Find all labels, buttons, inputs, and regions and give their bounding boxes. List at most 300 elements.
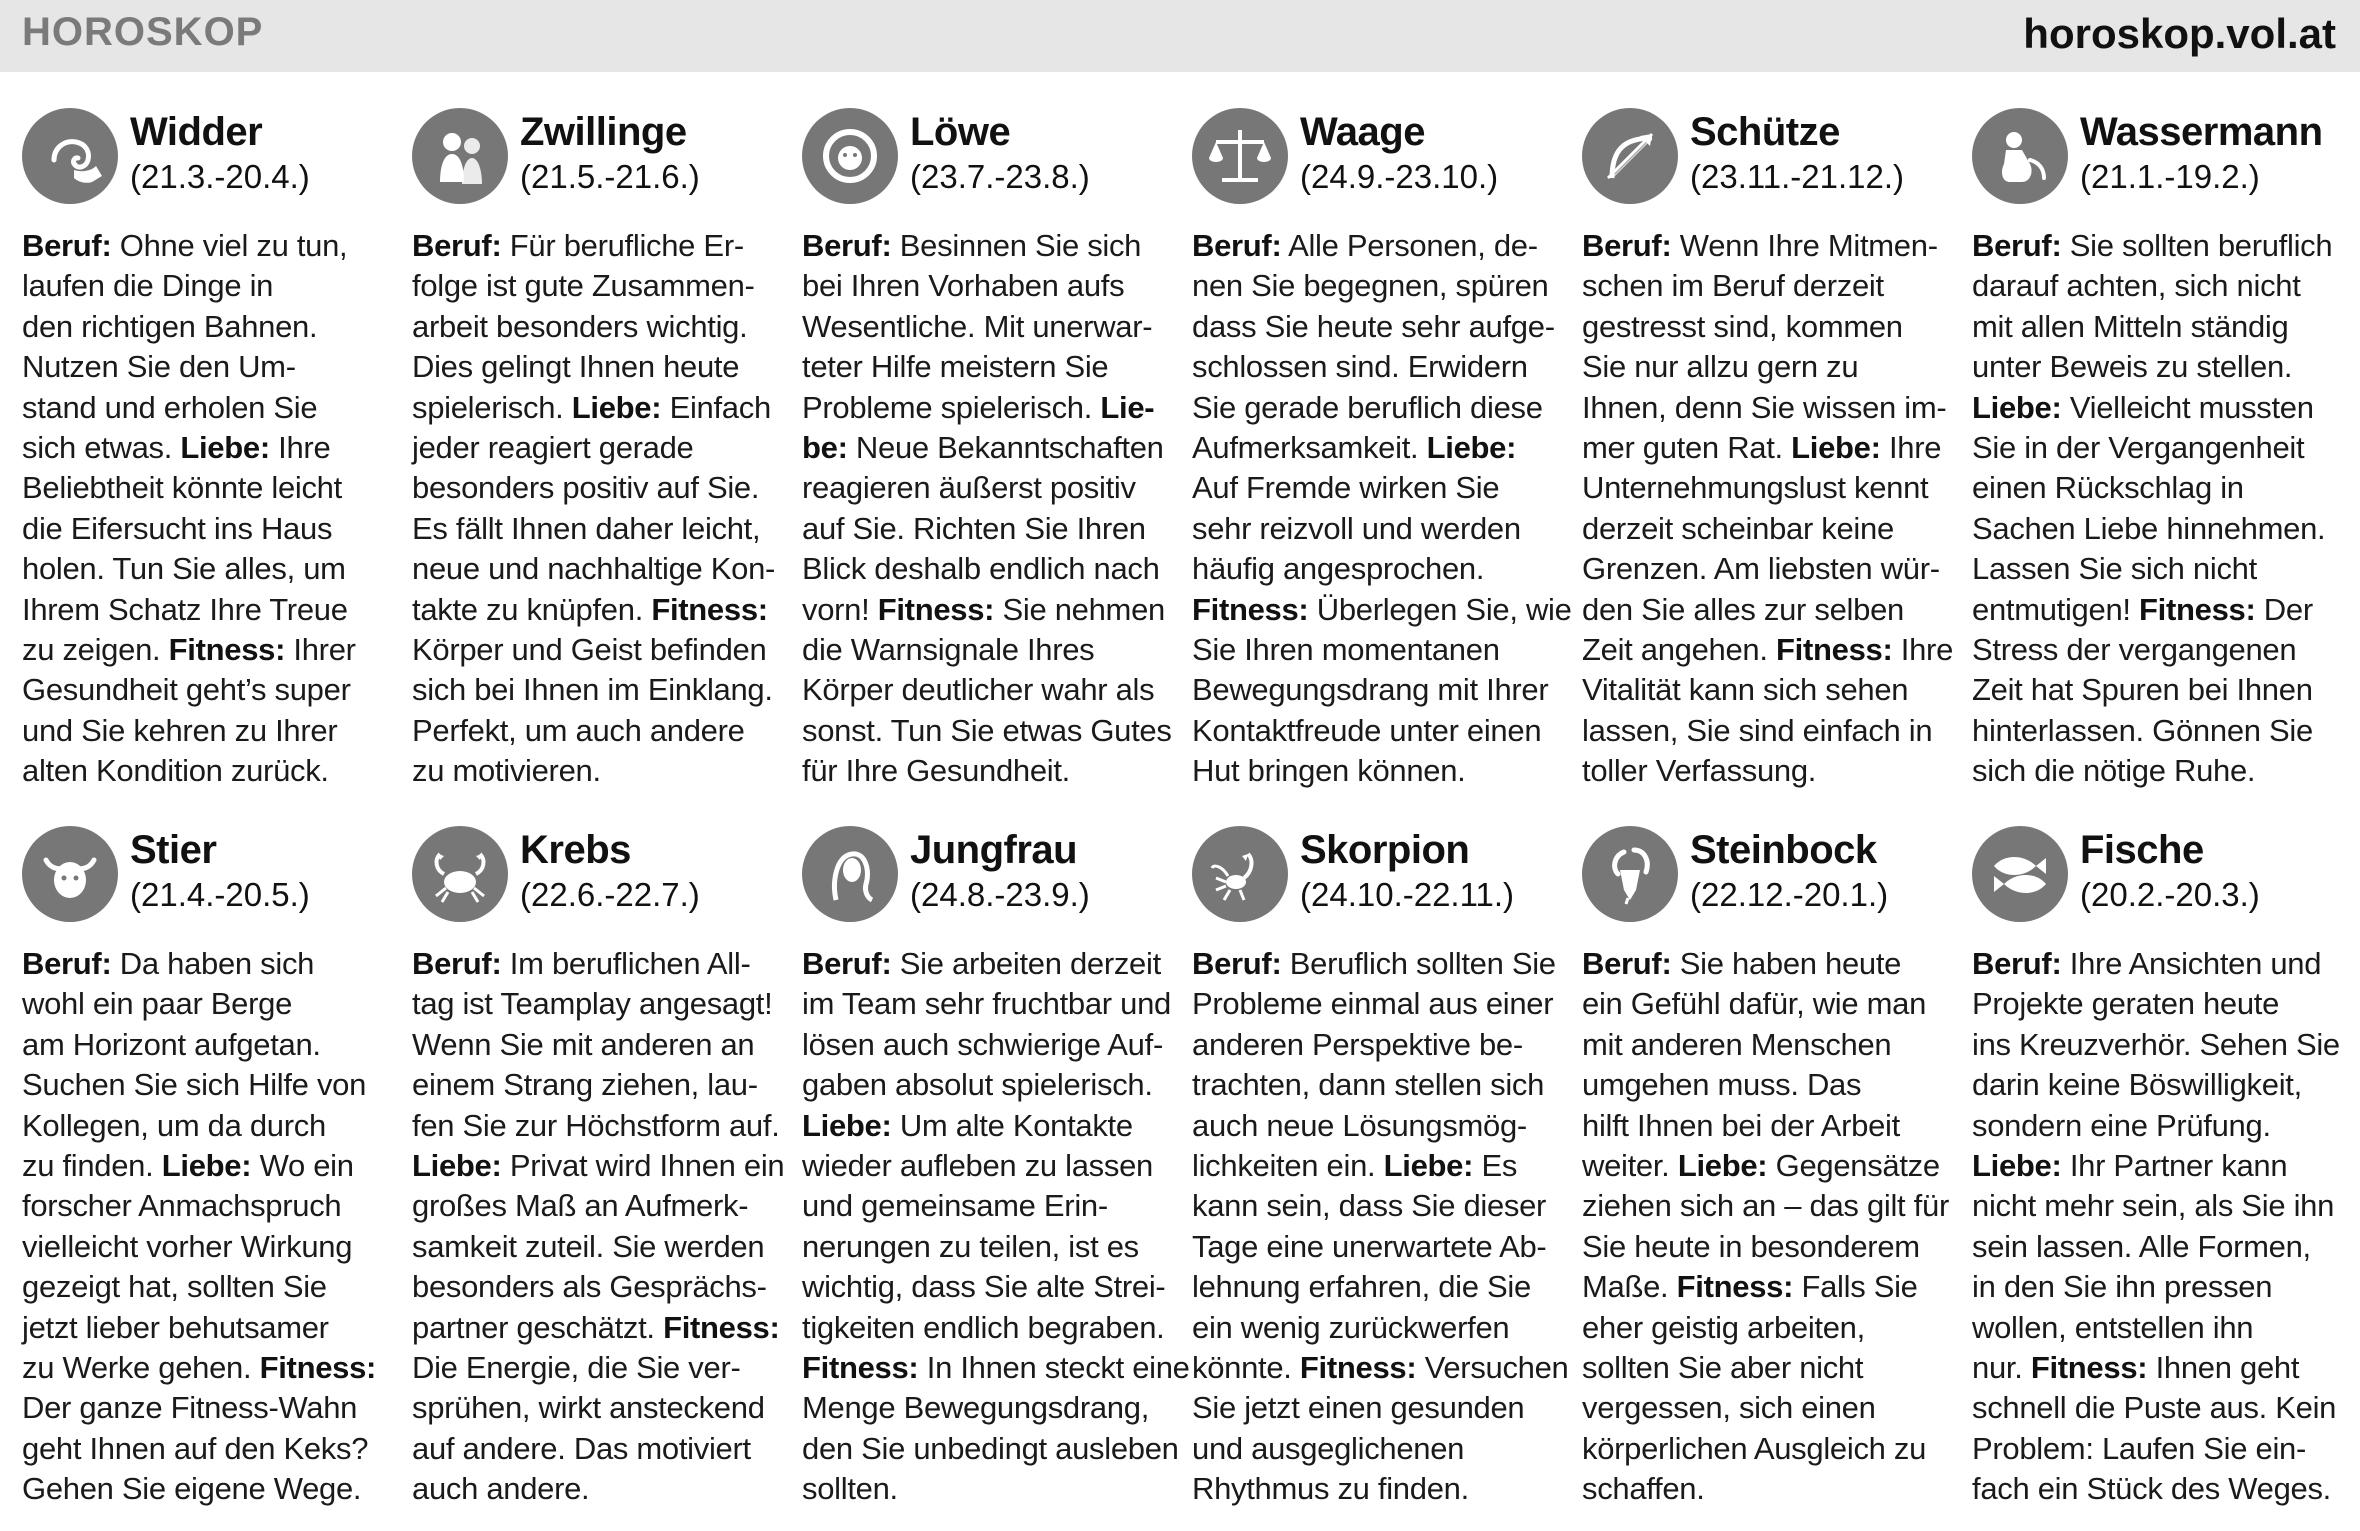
text-segment: Maße. <box>1582 1269 1677 1305</box>
text-line <box>802 1025 1167 1065</box>
text-segment: Ihnen geht <box>2147 1350 2300 1386</box>
horoscope-text <box>1582 944 1947 1510</box>
text-segment: Kontaktfreude unter einen <box>1192 712 1542 748</box>
text-segment: Probleme spielerisch. <box>802 389 1101 425</box>
text-line <box>1192 1227 1557 1267</box>
text-segment: gezeigt hat, sollten Sie <box>22 1269 327 1305</box>
text-line <box>22 226 387 266</box>
sign-header <box>1582 826 1947 926</box>
text-segment: sich etwas. <box>22 430 181 466</box>
text-segment: wollen, entstellen ihn <box>1972 1309 2254 1345</box>
text-line <box>802 1267 1167 1307</box>
sign-jungfrau <box>802 826 1190 1510</box>
text-line <box>1972 1348 2337 1388</box>
text-segment: Für berufliche Er- <box>501 228 744 263</box>
text-segment: Sie sollten beruflich <box>2061 228 2333 263</box>
text-line <box>412 1348 777 1388</box>
text-line <box>412 226 777 266</box>
text-line <box>22 1065 387 1105</box>
text-line <box>802 549 1167 589</box>
horoscope-text <box>22 944 387 1510</box>
text-line <box>802 751 1167 791</box>
category-label: be: <box>802 430 848 466</box>
text-segment: Sie gerade beruflich diese <box>1192 389 1543 425</box>
fish-icon <box>1972 826 2068 922</box>
text-line <box>412 549 777 589</box>
text-segment: Alle Personen, de- <box>1281 228 1538 263</box>
text-line <box>1582 590 1947 630</box>
text-segment: partner geschätzt. <box>412 1309 664 1345</box>
text-segment: reagieren äußerst positiv <box>802 470 1136 506</box>
text-line <box>1972 468 2337 508</box>
text-segment: trachten, dann stellen sich <box>1192 1067 1545 1103</box>
horoscope-text <box>1192 944 1569 1510</box>
category-label: Beruf: <box>802 946 892 981</box>
text-segment: körperlichen Ausgleich zu <box>1582 1430 1927 1466</box>
text-line <box>1972 307 2337 347</box>
sign-name: Schütze <box>1690 110 1840 154</box>
text-segment: Wo ein <box>251 1148 354 1184</box>
text-line <box>1192 468 1557 508</box>
text-segment: und Sie kehren zu Ihrer <box>22 712 338 748</box>
text-segment: Ihnen, denn Sie wissen im- <box>1582 389 1947 425</box>
text-line <box>412 388 777 428</box>
text-segment: Sie in der Vergangenheit <box>1972 430 2305 466</box>
sign-dates: (21.1.-19.2.) <box>2080 158 2260 195</box>
text-segment: auf Sie. Richten Sie Ihren <box>802 510 1146 546</box>
sign-name: Widder <box>130 110 263 154</box>
text-line <box>412 984 777 1024</box>
text-line <box>412 1388 777 1428</box>
text-segment: mer guten Rat. <box>1582 430 1792 466</box>
text-line <box>1192 509 1557 549</box>
text-line <box>22 984 387 1024</box>
text-segment: Im beruflichen All- <box>501 946 751 981</box>
text-line <box>1582 388 1947 428</box>
text-segment: gestresst sind, kommen <box>1582 308 1903 344</box>
text-line <box>802 1469 1167 1509</box>
text-segment: am Horizont aufgetan. <box>22 1026 321 1062</box>
text-segment: auch neue Lösungsmög- <box>1192 1107 1527 1143</box>
text-segment: Unternehmungslust kennt <box>1582 470 1929 506</box>
category-label: Fitness: <box>259 1350 377 1386</box>
sign-löwe <box>802 108 1172 792</box>
text-line <box>412 1186 777 1226</box>
text-line <box>802 630 1167 670</box>
category-label: Beruf: <box>22 946 112 981</box>
category-label: Fitness: <box>1676 1269 1794 1305</box>
text-line <box>1582 711 1947 751</box>
category-label: Beruf: <box>1582 946 1672 981</box>
sign-header <box>1972 108 2337 208</box>
text-segment: den richtigen Bahnen. <box>22 308 318 344</box>
text-line <box>1192 226 1557 266</box>
text-line <box>1582 509 1947 549</box>
text-segment: entmutigen! <box>1972 591 2140 627</box>
category-label: Fitness: <box>651 591 768 627</box>
text-segment: Tage eine unerwartete Ab- <box>1192 1228 1547 1264</box>
text-segment: Gehen Sie eigene Wege. <box>22 1471 362 1507</box>
text-segment: darauf achten, sich nicht <box>1972 268 2301 304</box>
category-label: Beruf: <box>1192 946 1282 981</box>
sign-stier <box>22 826 387 1510</box>
text-line <box>1582 1308 1947 1348</box>
text-line <box>1192 1025 1557 1065</box>
sign-name: Skorpion <box>1300 828 1470 872</box>
horoscope-text <box>802 944 1190 1510</box>
text-line <box>412 428 777 468</box>
sign-header <box>1582 108 1947 208</box>
text-line <box>22 1429 387 1469</box>
text-line <box>1582 1025 1947 1065</box>
category-label: Liebe: <box>1426 430 1517 466</box>
text-segment: sollten. <box>802 1471 898 1507</box>
text-segment: Perfekt, um auch andere <box>412 712 745 748</box>
text-segment: Kollegen, um da durch <box>22 1107 326 1143</box>
text-segment: sollten Sie aber nicht <box>1582 1350 1864 1386</box>
text-segment: laufen die Dinge in <box>22 268 274 304</box>
text-segment: Ihre <box>269 430 331 466</box>
text-line <box>802 266 1167 306</box>
category-label: Beruf: <box>22 228 112 263</box>
text-line <box>802 670 1167 710</box>
category-label: Beruf: <box>412 946 502 981</box>
text-segment: spielerisch. <box>412 389 572 425</box>
text-segment: Sie heute in besonderem <box>1582 1228 1920 1264</box>
lion-icon <box>802 108 898 204</box>
text-segment: alten Kondition zurück. <box>22 753 329 789</box>
text-line <box>1192 1308 1557 1348</box>
text-line <box>1582 1106 1947 1146</box>
text-segment: Dies gelingt Ihnen heute <box>412 349 740 385</box>
text-line <box>412 1267 777 1307</box>
category-label: Beruf: <box>412 228 502 263</box>
text-line <box>22 1186 387 1226</box>
sign-widder <box>22 108 387 792</box>
text-line <box>412 1469 777 1509</box>
category-label: Liebe: <box>802 1107 892 1143</box>
text-segment: nerungen zu teilen, ist es <box>802 1228 1139 1264</box>
sign-dates: (24.10.-22.11.) <box>1300 876 1515 913</box>
text-segment: umgehen muss. Das <box>1582 1067 1862 1103</box>
text-line <box>802 1227 1167 1267</box>
text-line <box>1972 1186 2337 1226</box>
text-line <box>802 1065 1167 1105</box>
text-line <box>1192 549 1557 589</box>
text-segment: nur. <box>1972 1350 2031 1386</box>
text-segment: Wenn Ihre Mitmen- <box>1671 228 1938 263</box>
text-segment: Ihrem Schatz Ihre Treue <box>22 591 348 627</box>
bull-icon <box>22 826 118 922</box>
site-link[interactable]: horoskop.vol.at <box>2023 10 2336 57</box>
text-segment: vorn! <box>802 591 878 627</box>
text-line <box>1192 1065 1557 1105</box>
water-bearer-icon <box>1972 108 2068 204</box>
text-segment: nen Sie begegnen, spüren <box>1192 268 1549 304</box>
sign-fische <box>1972 826 2340 1510</box>
text-line <box>1582 630 1954 670</box>
sign-dates: (24.8.-23.9.) <box>910 876 1090 913</box>
text-line <box>1972 1025 2340 1065</box>
virgin-icon <box>802 826 898 922</box>
sign-dates: (20.2.-20.3.) <box>2080 876 2260 913</box>
horoscope-text <box>1192 226 1572 792</box>
text-segment: zu finden. <box>22 1148 162 1184</box>
text-segment: Körper und Geist befinden <box>412 632 767 668</box>
text-segment: für Ihre Gesundheit. <box>802 753 1070 789</box>
text-line <box>412 670 777 710</box>
text-line <box>412 751 777 791</box>
text-line <box>1192 1106 1557 1146</box>
text-segment: Der <box>2255 591 2313 627</box>
text-line <box>1582 266 1947 306</box>
text-line <box>22 630 387 670</box>
text-segment: Beliebtheit könnte leicht <box>22 470 342 506</box>
text-line <box>412 347 777 387</box>
text-segment: hilft Ihnen bei der Arbeit <box>1582 1107 1900 1143</box>
text-line <box>1192 590 1572 630</box>
text-segment: Lassen Sie sich nicht <box>1972 551 2257 587</box>
text-line <box>1972 1106 2337 1146</box>
sign-name: Fische <box>2080 828 2204 872</box>
sign-schütze <box>1582 108 1954 792</box>
text-segment: lösen auch schwierige Auf- <box>802 1026 1163 1062</box>
text-line <box>412 1429 777 1469</box>
text-segment: Besinnen Sie sich <box>891 228 1142 263</box>
text-segment: nicht mehr sein, als Sie ihn <box>1972 1188 2335 1224</box>
text-segment: schaffen. <box>1582 1471 1705 1507</box>
text-segment: schlossen sind. Erwidern <box>1192 349 1528 385</box>
text-line <box>1582 1186 1947 1226</box>
header-bar <box>0 0 2360 72</box>
text-line <box>22 751 387 791</box>
text-line <box>1972 226 2337 266</box>
sign-header <box>412 826 777 926</box>
text-line <box>412 307 777 347</box>
text-line <box>1582 1348 1947 1388</box>
text-segment: Der ganze Fitness-Wahn <box>22 1390 358 1426</box>
text-line <box>802 1388 1167 1428</box>
text-line <box>22 266 387 306</box>
text-segment: sonst. Tun Sie etwas Gutes <box>802 712 1172 748</box>
text-segment: Es <box>1473 1148 1518 1184</box>
text-line <box>412 509 777 549</box>
text-line <box>1972 630 2337 670</box>
text-line <box>1582 307 1947 347</box>
text-segment: Probleme einmal aus einer <box>1192 986 1554 1022</box>
text-segment: auf andere. Das motiviert <box>412 1430 751 1466</box>
text-segment: Es fällt Ihnen daher leicht, <box>412 510 761 546</box>
text-line <box>1192 347 1557 387</box>
sign-zwillinge <box>412 108 777 792</box>
text-segment: toller Verfassung. <box>1582 753 1817 789</box>
text-line <box>1192 670 1557 710</box>
text-segment: Aufmerksamkeit. <box>1192 430 1427 466</box>
text-line <box>1192 1388 1557 1428</box>
text-segment: Zeit angehen. <box>1582 632 1777 668</box>
text-segment: Einfach <box>661 389 771 425</box>
text-line <box>1972 549 2337 589</box>
text-segment: jeder reagiert gerade <box>412 430 694 466</box>
sign-waage <box>1192 108 1572 792</box>
category-label: Fitness: <box>663 1309 780 1345</box>
text-line <box>1582 1267 1947 1307</box>
sign-dates: (21.3.-20.4.) <box>130 158 310 195</box>
text-line <box>1192 307 1557 347</box>
text-line <box>802 984 1171 1024</box>
text-segment: darin keine Böswilligkeit, <box>1972 1067 2302 1103</box>
text-line <box>1582 670 1947 710</box>
text-line <box>412 1106 780 1146</box>
text-segment: arbeit besonders wichtig. <box>412 308 748 344</box>
text-segment: und ausgeglichenen <box>1192 1430 1465 1466</box>
category-label: Fitness: <box>877 591 995 627</box>
text-line <box>1192 984 1557 1024</box>
text-line <box>22 1308 387 1348</box>
text-segment: den Sie alles zur selben <box>1582 591 1904 627</box>
text-segment: Zeit hat Spuren bei Ihnen <box>1972 672 2313 708</box>
text-line <box>22 549 387 589</box>
category-label: Liebe: <box>1972 389 2062 425</box>
text-segment: wieder aufleben zu lassen <box>802 1148 1153 1184</box>
text-segment: Auf Fremde wirken Sie <box>1192 470 1500 506</box>
text-segment: fach ein Stück des Weges. <box>1972 1471 2331 1507</box>
text-segment: wichtig, dass Sie alte Strei- <box>802 1269 1166 1305</box>
text-segment: Sie jetzt einen gesunden <box>1192 1390 1525 1426</box>
text-segment: zu Werke gehen. <box>22 1350 260 1386</box>
text-segment: die Warnsignale Ihres <box>802 632 1095 668</box>
text-line <box>1192 944 1557 984</box>
horoscope-text <box>1972 226 2337 792</box>
text-segment: Versuchen <box>1416 1350 1569 1386</box>
sign-header <box>802 826 1167 926</box>
text-segment: bei Ihren Vorhaben aufs <box>802 268 1125 304</box>
text-line <box>1582 468 1947 508</box>
text-segment: zu motivieren. <box>412 753 601 789</box>
text-line <box>1582 1065 1947 1105</box>
text-line <box>1972 1429 2337 1469</box>
text-segment: sprühen, wirkt ansteckend <box>412 1390 765 1426</box>
text-segment: besonders als Gesprächs- <box>412 1269 767 1305</box>
text-segment: könnte. <box>1192 1350 1300 1386</box>
text-segment: Um alte Kontakte <box>891 1107 1133 1143</box>
text-segment: neue und nachhaltige Kon- <box>412 551 776 587</box>
text-segment: Wenn Sie mit anderen an <box>412 1026 755 1062</box>
text-line <box>1972 347 2337 387</box>
text-line <box>802 1106 1167 1146</box>
text-segment: Sie Ihren momentanen <box>1192 632 1500 668</box>
text-line <box>22 1388 387 1428</box>
text-segment: auch andere. <box>412 1471 590 1507</box>
text-segment: Wesentliche. Mit unerwar- <box>802 308 1153 344</box>
text-line <box>22 1469 387 1509</box>
text-line <box>802 468 1167 508</box>
archer-icon <box>1582 108 1678 204</box>
horoscope-text <box>802 226 1172 792</box>
text-segment: Stress der vergangenen <box>1972 632 2297 668</box>
text-line <box>1192 1267 1557 1307</box>
text-line <box>22 1106 387 1146</box>
text-segment: sehr reizvoll und werden <box>1192 510 1521 546</box>
text-segment: mit anderen Menschen <box>1582 1026 1892 1062</box>
text-line <box>1192 751 1557 791</box>
text-line <box>1972 1469 2337 1509</box>
category-label: Fitness: <box>2139 591 2256 627</box>
text-segment: hinterlassen. Gönnen Sie <box>1972 712 2313 748</box>
text-segment: Vielleicht mussten <box>2061 389 2314 425</box>
page-title: HOROSKOP <box>22 10 264 54</box>
category-label: Fitness: <box>1299 1350 1417 1386</box>
text-line <box>412 1065 777 1105</box>
text-segment: Neue Bekanntschaften <box>847 430 1164 466</box>
text-line <box>1972 711 2337 751</box>
text-line <box>802 307 1167 347</box>
scorpion-icon <box>1192 826 1288 922</box>
text-segment: Sie arbeiten derzeit <box>891 946 1161 981</box>
text-segment: einen Rückschlag in <box>1972 470 2244 506</box>
text-line <box>1192 1186 1557 1226</box>
text-line <box>1582 1388 1947 1428</box>
text-line <box>802 1308 1167 1348</box>
text-segment: ziehen sich an – das gilt für <box>1582 1188 1949 1224</box>
text-line <box>802 388 1167 428</box>
text-segment: lassen, Sie sind einfach in <box>1582 712 1933 748</box>
scales-icon <box>1192 108 1288 204</box>
category-label: Liebe: <box>1791 430 1881 466</box>
text-segment: sich die nötige Ruhe. <box>1972 753 2256 789</box>
text-segment: im Team sehr fruchtbar und <box>802 986 1171 1022</box>
text-segment: wohl ein paar Berge <box>22 986 293 1022</box>
text-segment: Gesundheit geht’s super <box>22 672 351 708</box>
text-segment: Hut bringen können. <box>1192 753 1466 789</box>
text-line <box>802 944 1167 984</box>
category-label: Beruf: <box>1192 228 1282 263</box>
ram-icon <box>22 108 118 204</box>
text-segment: fen Sie zur Höchstform auf. <box>412 1107 780 1143</box>
text-segment: mit allen Mitteln ständig <box>1972 308 2289 344</box>
sign-header <box>412 108 777 208</box>
category-label: Liebe: <box>1972 1148 2062 1184</box>
text-line <box>1972 984 2337 1024</box>
category-label: Fitness: <box>1192 591 1309 627</box>
text-line <box>412 1025 777 1065</box>
text-line <box>1972 1308 2337 1348</box>
sign-dates: (21.5.-21.6.) <box>520 158 700 195</box>
text-segment: Blick deshalb endlich nach <box>802 551 1160 587</box>
text-segment: lehnung erfahren, die Sie <box>1192 1269 1531 1305</box>
sign-dates: (22.6.-22.7.) <box>520 876 700 913</box>
text-line <box>1972 944 2337 984</box>
text-segment: teter Hilfe meistern Sie <box>802 349 1109 385</box>
text-segment: in den Sie ihn pressen <box>1972 1269 2273 1305</box>
text-segment: Grenzen. Am liebsten wür- <box>1582 551 1940 587</box>
sign-wassermann <box>1972 108 2337 792</box>
text-line <box>1582 1469 1947 1509</box>
text-segment: Sachen Liebe hinnehmen. <box>1972 510 2326 546</box>
text-line <box>22 944 387 984</box>
text-segment: gaben absolut spielerisch. <box>802 1067 1153 1103</box>
text-line <box>1582 1227 1947 1267</box>
text-segment: Ihre <box>1880 430 1942 466</box>
sign-header <box>802 108 1167 208</box>
sign-name: Stier <box>130 828 217 872</box>
twins-icon <box>412 108 508 204</box>
horoscope-text <box>412 226 777 792</box>
text-line <box>802 1348 1190 1388</box>
text-segment: Vitalität kann sich sehen <box>1582 672 1909 708</box>
text-line <box>1582 549 1947 589</box>
text-segment: schen im Beruf derzeit <box>1582 268 1884 304</box>
